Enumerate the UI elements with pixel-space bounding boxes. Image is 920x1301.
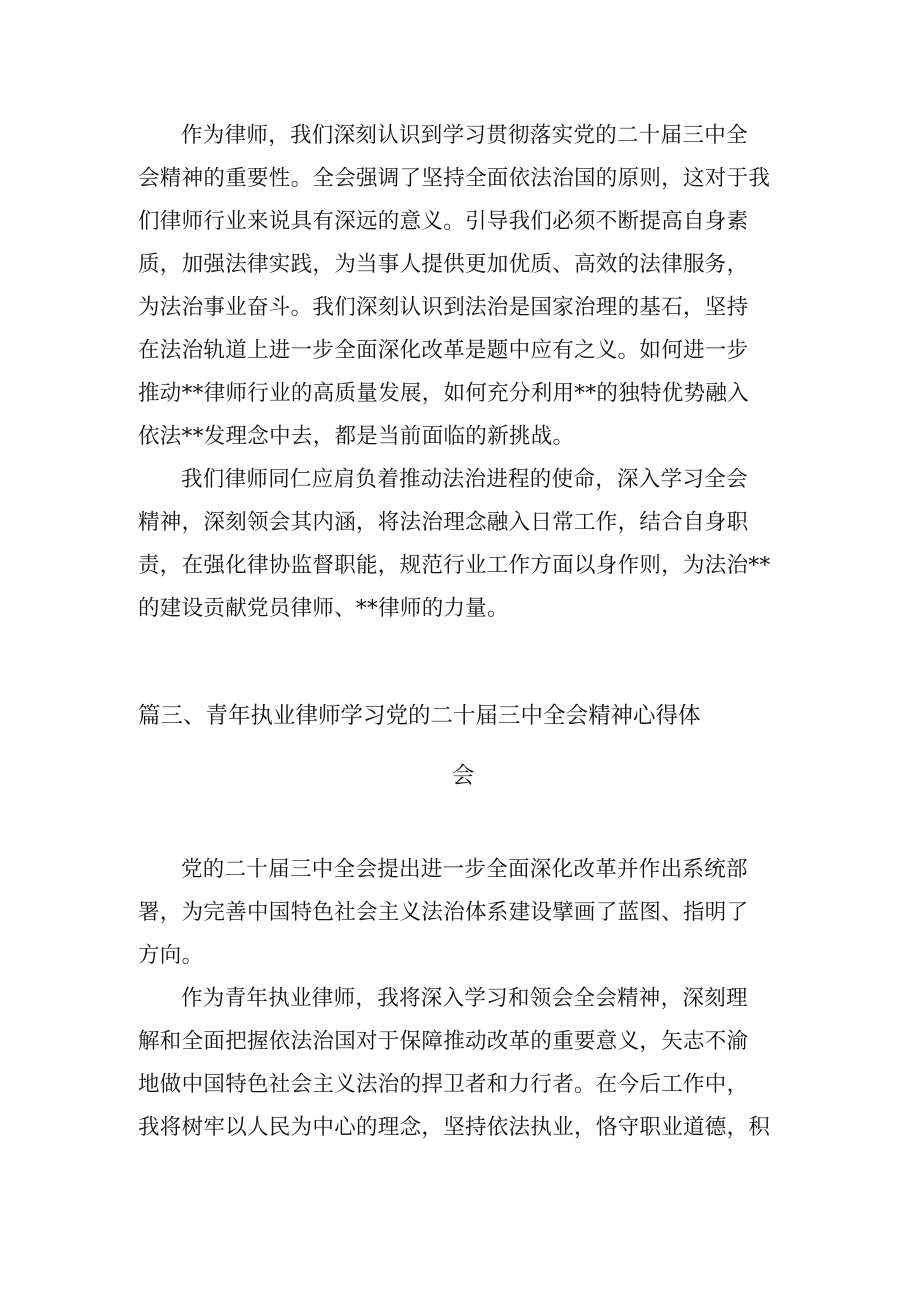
text-line: 会精神的重要性。全会强调了坚持全面依法治国的原则，这对于我 bbox=[138, 166, 771, 191]
text-line: 党的二十届三中全会提出进一步全面深化改革并作出系统部 bbox=[181, 857, 748, 882]
text-line: 的建设贡献党员律师、**律师的力量。 bbox=[138, 596, 509, 621]
paragraph bbox=[138, 977, 788, 1149]
text-line: 署，为完善中国特色社会主义法治体系建设擘画了蓝图、指明了 bbox=[138, 900, 749, 925]
text-line: 作为青年执业律师，我将深入学习和领会全会精神，深刻理 bbox=[181, 986, 748, 1011]
paragraph bbox=[138, 848, 788, 977]
text-line: 作为律师，我们深刻认识到学习贯彻落实党的二十届三中全 bbox=[181, 123, 748, 148]
body-section-a bbox=[138, 114, 788, 630]
text-line: 我将树牢以人民为中心的理念，坚持依法执业，恪守职业道德，积 bbox=[138, 1115, 771, 1140]
text-line: 我们律师同仁应肩负着推动法治进程的使命，深入学习全会 bbox=[181, 467, 748, 492]
body-section-b bbox=[138, 848, 788, 1149]
text-line: 地做中国特色社会主义法治的捍卫者和力行者。在今后工作中， bbox=[138, 1072, 749, 1097]
text-line: 质，加强法律实践，为当事人提供更加优质、高效的法律服务， bbox=[138, 252, 749, 277]
text-line: 们律师行业来说具有深远的意义。引导我们必须不断提高自身素 bbox=[138, 209, 749, 234]
heading-line: 篇三、青年执业律师学习党的二十届三中全会精神心得体 bbox=[138, 703, 701, 729]
paragraph bbox=[138, 114, 788, 458]
text-line: 责，在强化律协监督职能，规范行业工作方面以身作则，为法治** bbox=[138, 553, 771, 578]
text-line: 推动**律师行业的高质量发展，如何充分利用**的独特优势融入 bbox=[138, 381, 750, 406]
paragraph bbox=[138, 458, 788, 630]
text-line: 依法**发理念中去，都是当前面临的新挑战。 bbox=[138, 424, 575, 449]
text-line: 为法治事业奋斗。我们深刻认识到法治是国家治理的基石，坚持 bbox=[138, 295, 749, 320]
text-line: 方向。 bbox=[138, 943, 204, 968]
section-heading bbox=[138, 686, 788, 806]
text-line: 在法治轨道上进一步全面深化改革是题中应有之义。如何进一步 bbox=[138, 338, 749, 363]
text-line: 解和全面把握依法治国对于保障推动改革的重要意义，矢志不渝 bbox=[138, 1029, 749, 1054]
text-line: 精神，深刻领会其内涵，将法治理念融入日常工作，结合自身职 bbox=[138, 510, 749, 535]
heading-line: 会 bbox=[451, 763, 475, 789]
